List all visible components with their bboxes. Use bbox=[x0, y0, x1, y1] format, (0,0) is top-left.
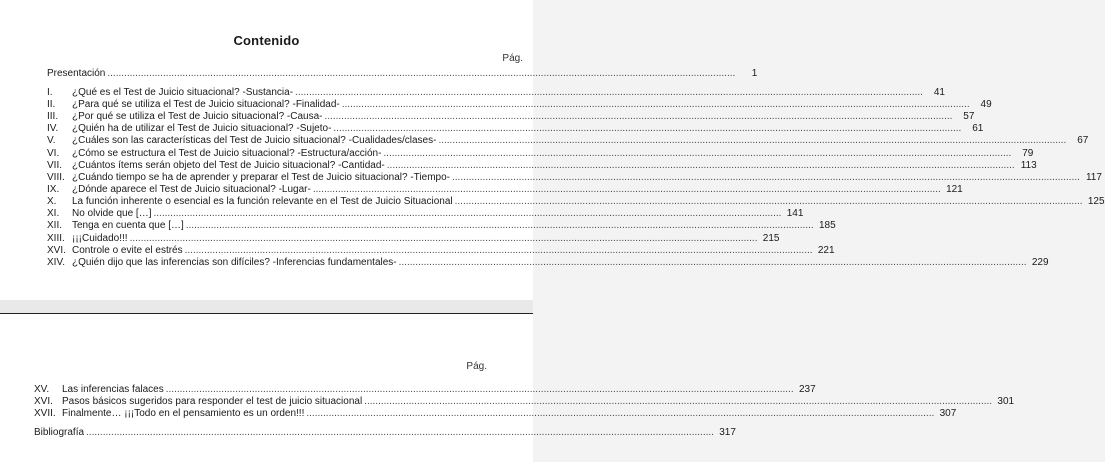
page-title: Contenido bbox=[233, 33, 300, 48]
dot-leader bbox=[186, 220, 814, 232]
toc-entry-number: VIII. bbox=[47, 172, 65, 183]
toc-entry bbox=[47, 196, 1105, 208]
dot-leader bbox=[452, 172, 1080, 184]
toc-entry-number: IV. bbox=[47, 123, 59, 134]
toc-entry bbox=[34, 384, 816, 396]
toc-entry bbox=[47, 99, 992, 111]
page-column-label: Pág. bbox=[466, 361, 487, 372]
toc-entry-number: II. bbox=[47, 99, 56, 110]
dot-leader bbox=[438, 135, 1066, 147]
toc-entry-page: 307 bbox=[939, 408, 957, 419]
toc-entry-text: ¡¡¡Cuidado!!! bbox=[72, 233, 128, 244]
toc-entry bbox=[47, 233, 780, 245]
toc-entry-text: ¿Por qué se utiliza el Test de Juicio situacional? -Causa- bbox=[72, 111, 323, 122]
toc-entry-text: La función inherente o esencial es la función relevante en el Test de Juicio Situacional bbox=[72, 196, 453, 207]
toc-entry bbox=[47, 245, 835, 257]
toc-entry-page: 185 bbox=[818, 220, 836, 231]
toc-entry bbox=[47, 184, 963, 196]
toc-entry-number: XII. bbox=[47, 220, 63, 231]
toc-entry-text: Pasos básicos sugeridos para responder el test de juicio situacional bbox=[62, 396, 363, 407]
dot-leader bbox=[166, 384, 794, 396]
toc-entry-text: Las inferencias falaces bbox=[62, 384, 164, 395]
toc-entry bbox=[47, 135, 1089, 147]
toc-entry-number: XV. bbox=[34, 384, 50, 395]
toc-entry-text: ¿Quién ha de utilizar el Test de Juicio situacional? -Sujeto- bbox=[72, 123, 332, 134]
page-column-label: Pág. bbox=[502, 53, 523, 64]
toc-entry-text: ¿Cuáles son las características del Test de Juicio situacional? -Cualidades/clases- bbox=[72, 135, 437, 146]
dot-leader bbox=[342, 99, 970, 111]
toc-entry-page: 121 bbox=[946, 184, 963, 195]
page-separator bbox=[0, 300, 533, 313]
toc-entry-text: ¿Qué es el Test de Juicio situacional? -Sustancia- bbox=[72, 87, 294, 98]
toc-entry-page: 67 bbox=[1077, 135, 1089, 146]
toc-entry-number: X. bbox=[47, 196, 57, 207]
dot-leader bbox=[325, 111, 953, 123]
dot-leader bbox=[295, 87, 923, 99]
toc-entry-text: ¿Cuándo tiempo se ha de aprender y preparar el Test de Juicio situacional? -Tiempo- bbox=[72, 172, 450, 183]
dot-leader bbox=[455, 196, 1083, 208]
toc-entry bbox=[47, 148, 1034, 160]
toc-entry-text: ¿Cómo se estructura el Test de Juicio situacional? -Estructura/acción- bbox=[72, 148, 382, 159]
toc-entry-number: IX. bbox=[47, 184, 60, 195]
toc-page-bottom bbox=[0, 313, 1015, 462]
toc-entry-text: Bibliografía bbox=[34, 427, 85, 438]
toc-entry bbox=[47, 111, 975, 123]
dot-leader bbox=[154, 208, 782, 220]
toc-entry-page: 229 bbox=[1031, 257, 1049, 268]
toc-entry-text: Tenga en cuenta que […] bbox=[72, 220, 184, 231]
dot-leader bbox=[383, 148, 1011, 160]
toc-entry-number: XVI. bbox=[47, 245, 66, 256]
toc-entry-text: ¿Dónde aparece el Test de Juicio situacional? -Lugar- bbox=[72, 184, 311, 195]
toc-entry-text: No olvide que […] bbox=[72, 208, 152, 219]
toc-entry-page: 221 bbox=[817, 245, 835, 256]
toc-entry bbox=[47, 257, 1049, 269]
toc-entry-number: XI. bbox=[47, 208, 60, 219]
toc-entry-bibliografia bbox=[34, 427, 736, 439]
toc-entry-text: ¿Quién dijo que las inferencias son difíciles? -Inferencias fundamentales- bbox=[72, 257, 397, 268]
toc-entry-page: 301 bbox=[997, 396, 1015, 407]
toc-entry-page: 117 bbox=[1085, 172, 1102, 183]
toc-entry-page: 125 bbox=[1087, 196, 1105, 207]
dot-leader bbox=[130, 233, 758, 245]
toc-entry-number: VI. bbox=[47, 148, 60, 159]
toc-entry-number: V. bbox=[47, 135, 56, 146]
dot-leader bbox=[364, 396, 992, 408]
toc-entry-number: XIII. bbox=[47, 233, 65, 244]
dot-leader bbox=[399, 257, 1027, 269]
dot-leader bbox=[107, 68, 735, 80]
toc-entry bbox=[47, 87, 945, 99]
toc-entry bbox=[34, 396, 1015, 408]
toc-entry-number: I. bbox=[47, 87, 53, 98]
toc-entry-number: XVII. bbox=[34, 408, 56, 419]
toc-entry-presentacion bbox=[47, 68, 758, 80]
toc-entry-text: ¿Cuántos ítems serán objeto del Test de Juicio situacional? -Cantidad- bbox=[72, 160, 385, 171]
dot-leader bbox=[387, 160, 1015, 172]
dot-leader bbox=[86, 427, 714, 439]
toc-entry-page: 61 bbox=[972, 123, 984, 134]
toc-entry-number: VII. bbox=[47, 160, 63, 171]
toc-entry-number: XVI. bbox=[34, 396, 53, 407]
dot-leader bbox=[185, 245, 813, 257]
toc-entry-text: Finalmente… ¡¡¡Todo en el pensamiento es un orden!!! bbox=[62, 408, 305, 419]
dot-leader bbox=[333, 123, 961, 135]
toc-entry-page: 141 bbox=[786, 208, 804, 219]
toc-entry-page: 41 bbox=[933, 87, 945, 98]
toc-entry-page: 57 bbox=[963, 111, 975, 122]
toc-entry bbox=[47, 160, 1037, 172]
toc-entry-page: 237 bbox=[798, 384, 816, 395]
toc-entry-page: 49 bbox=[980, 99, 992, 110]
toc-entry-text: Controle o evite el estrés bbox=[72, 245, 183, 256]
toc-entry bbox=[47, 172, 1102, 184]
toc-entry-page: 1 bbox=[751, 68, 758, 79]
toc-entry-text: ¿Para qué se utiliza el Test de Juicio situacional? -Finalidad- bbox=[72, 99, 340, 110]
toc-entry bbox=[47, 123, 984, 135]
toc-entry bbox=[47, 220, 836, 232]
toc-entry-text: Presentación bbox=[47, 68, 106, 79]
dot-leader bbox=[313, 184, 941, 196]
dot-leader bbox=[306, 408, 934, 420]
toc-entry-number: XIV. bbox=[47, 257, 65, 268]
toc-entry bbox=[47, 208, 804, 220]
toc-entry-page: 215 bbox=[762, 233, 780, 244]
toc-entry-page: 317 bbox=[719, 427, 736, 438]
toc-entry bbox=[34, 408, 957, 420]
toc-entry-number: III. bbox=[47, 111, 59, 122]
toc-entry-page: 113 bbox=[1020, 160, 1037, 171]
toc-entry-page: 79 bbox=[1022, 148, 1034, 159]
